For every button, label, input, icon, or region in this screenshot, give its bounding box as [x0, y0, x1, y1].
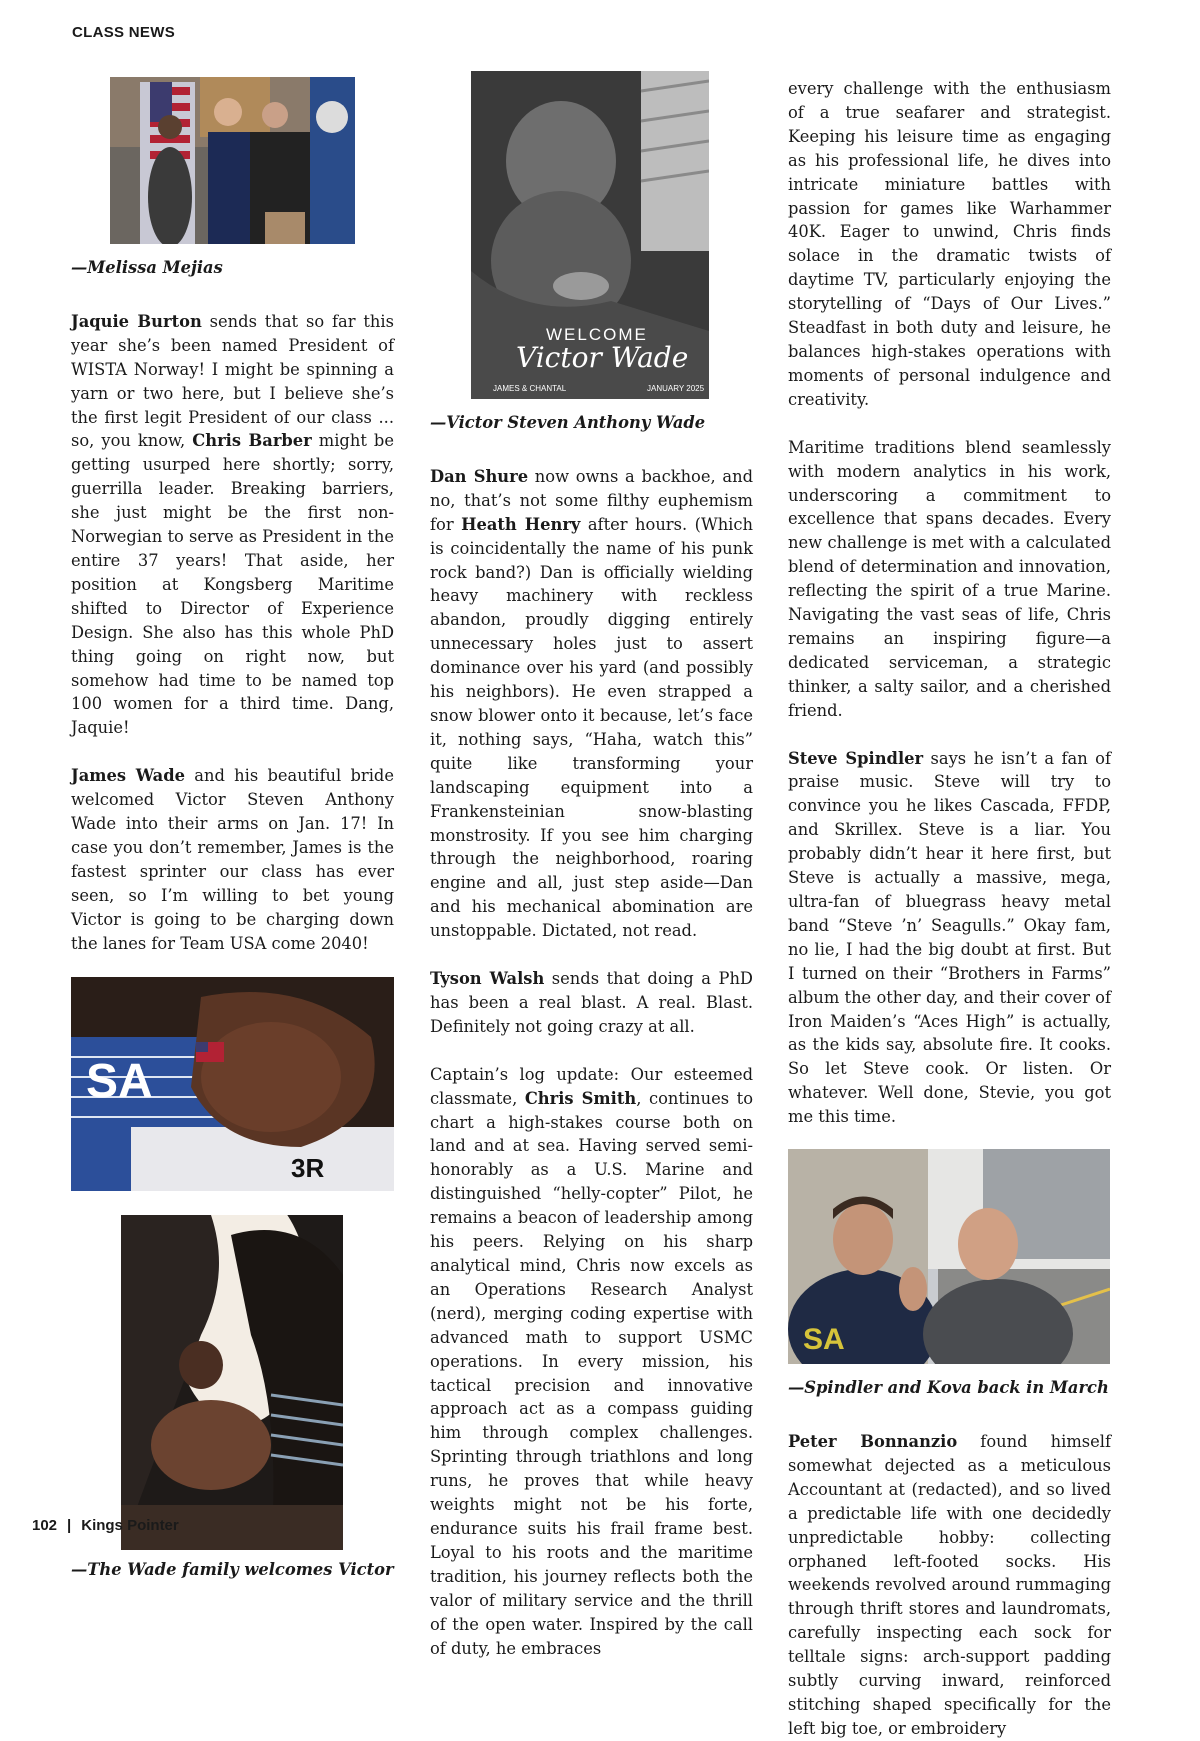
photo-spindler-kova: [788, 1149, 1110, 1364]
welcome-text: WELCOME: [546, 325, 648, 344]
svg-text:SA: SA: [803, 1323, 845, 1357]
column-2: [430, 77, 753, 1660]
svg-text:3R: 3R: [291, 1153, 325, 1184]
paragraph-bonnanzio: Peter Bonnanzio found himself somewhat dejected as a meticulous Accountant at (redacted), and so lived a predictable life with one decidedly unpredictable hobby: collecting orphaned left-footed socks. His weekends revolved around rummaging through thrift stores and laundromats, carefully inspecting each sock for telltale signs: arch-support padding subtly curving inward, reinforced stitching shaped specifically for the left big toe, or embroidery: [788, 1431, 1111, 1738]
paragraph-maritime: Maritime traditions blend seamlessly with modern analytics in his work, underscoring a commitment to excellence that spans decades. Every new challenge is met with a calculated blend of determination and innovation, reflecting the spirit of a true Marine. Navigating the vast seas of life, Chris remains an inspiring figure—a dedicated serviceman, a strategic thinker, a salty sailor, and a cherished friend.: [788, 437, 1111, 720]
classmate-name: Jaquie Burton: [71, 311, 202, 331]
photo-baby-on-jersey: [71, 977, 394, 1191]
paragraph-wade: James Wade and his beautiful bride welcomed Victor Steven Anthony Wade into their arms on Jan. 17! In case you don’t remember, James is the fastest sprinter our class has ever seen, so I’m willing to bet young Victor is going to be charging down the lanes for Team USA come 2040!: [71, 766, 394, 953]
svg-text:SA: SA: [86, 1055, 153, 1109]
photo-caption: —Melissa Mejias: [71, 258, 223, 277]
classmate-name: Peter Bonnanzio: [788, 1431, 958, 1451]
photo-welcome-victor: [471, 71, 709, 399]
classmate-name: James Wade: [71, 766, 185, 786]
photo-caption: —Victor Steven Anthony Wade: [430, 413, 706, 432]
column-1: [71, 77, 394, 1612]
column-3: [788, 77, 1111, 1741]
classmate-name: Tyson Walsh: [430, 969, 545, 989]
photo-caption: —The Wade family welcomes Victor: [71, 1560, 394, 1580]
page-footer: [32, 1517, 179, 1534]
paragraph-smith: Captain’s log update: Our esteemed classmate, Chris Smith, continues to chart a high-stakes course both on land and at sea. Having served semi-honorably as a U.S. Marine and distinguished “helly-copter” Pilot, he remains a beacon of leadership among his peers. Relying on his sharp analytical mind, Chris now excels as an Operations Research Analyst (nerd), merging coding expertise with advanced math to support USMC operations. In every mission, his tactical precision and innovative approach act as a compass guiding him through complex challenges. Sprinting through triathlons and long runs, he proves that while heavy weights might not be his forte, endurance suits his frail frame best. Loyal to his roots and the maritime tradition, his journey reflects both the valor of military service and the thrill of the open water. Inspired by the call of duty, he embraces: [430, 1064, 754, 1658]
classmate-name: Heath Henry: [461, 514, 581, 534]
footer-separator: |: [67, 1517, 72, 1534]
photo-caption: —Spindler and Kova back in March: [788, 1378, 1109, 1398]
classmate-name: Dan Shure: [430, 466, 529, 486]
page-number: 102: [32, 1517, 58, 1534]
date-text: JANUARY 2025: [647, 384, 705, 393]
classmate-name: Chris Smith: [524, 1088, 637, 1108]
photo-wade-family: [121, 1215, 343, 1550]
paragraph-burton: Jaquie Burton sends that so far this year she’s been named President of WISTA Norway! I might be spinning a yarn or two here, but I believe she’s the first legit President of our class ... so, you know, Chris Barber might be getting usurped here shortly; sorry, guerrilla leader. Breaking barriers, she just might be the first non-Norwegian to serve as President in the entire 37 years! That aside, her position at Kongsberg Maritime shifted to Director of Experience Design. She also has this whole PhD thing going on right now, but somehow had time to be named top 100 women for a third time. Dang, Jaquie!: [71, 311, 394, 738]
paragraph-smith-continued: every challenge with the enthusiasm of a true seafarer and strategist. Keeping his leisure time as engaging as his professional life, he dives into intricate miniature battles with passion for games like Warhammer 40K. Eager to unwind, Chris finds solace in the dramatic twists of daytime TV, particularly enjoying the storytelling of “Days of Our Lives.” Steadfast in both duty and leisure, he balances high-stakes operations with moments of personal indulgence and creativity.: [788, 79, 1111, 409]
paragraph-walsh: Tyson Walsh sends that doing a PhD has been a real blast. A real. Blast. Definitely not going crazy at all.: [430, 969, 753, 1036]
baby-name-script: Victor Wade: [516, 341, 689, 374]
classmate-name: Steve Spindler: [788, 748, 924, 768]
parents-text: JAMES & CHANTAL: [493, 384, 567, 393]
classmate-name: Chris Barber: [192, 431, 312, 451]
publication-name: Kings Pointer: [81, 1517, 179, 1534]
paragraph-spindler: Steve Spindler says he isn’t a fan of praise music. Steve will try to convince you he likes Cascada, FFDP, and Skrillex. Steve is a liar. You probably didn’t hear it here first, but Steve is actually a massive, mega, ultra-fan of bluegrass heavy metal band “Steve ’n’ Seagulls.” Okay fam, no lie, I had the big doubt at first. But I turned on their “Brothers in Farms” album the other day, and their cover of Iron Maiden’s “Aces High” is actually, as the kids say, absolute fire. It cooks. So let Steve cook. Or listen. Or whatever. Well done, Stevie, you got me this time.: [788, 748, 1112, 1127]
photo-award-ceremony: [110, 77, 355, 244]
section-header: CLASS NEWS: [72, 24, 176, 41]
paragraph-shure: Dan Shure now owns a backhoe, and no, that’s not some filthy euphemism for Heath Henry after hours. (Which is coincidentally the name of his punk rock band?) Dan is officially wielding heavy machinery with reckless abandon, proudly digging entirely unnecessary holes just to assert dominance over his yard (and possibly his neighbors). He even strapped a snow blower onto it because, let’s face it, nothing says, “Haha, watch this” quite like transforming your landscaping equipment into a Frankensteinian snow-blasting monstrosity. If you see him charging through the neighborhood, roaring engine and all, just step aside—Dan and his mechanical abomination are unstoppable. Dictated, not read.: [430, 466, 754, 941]
